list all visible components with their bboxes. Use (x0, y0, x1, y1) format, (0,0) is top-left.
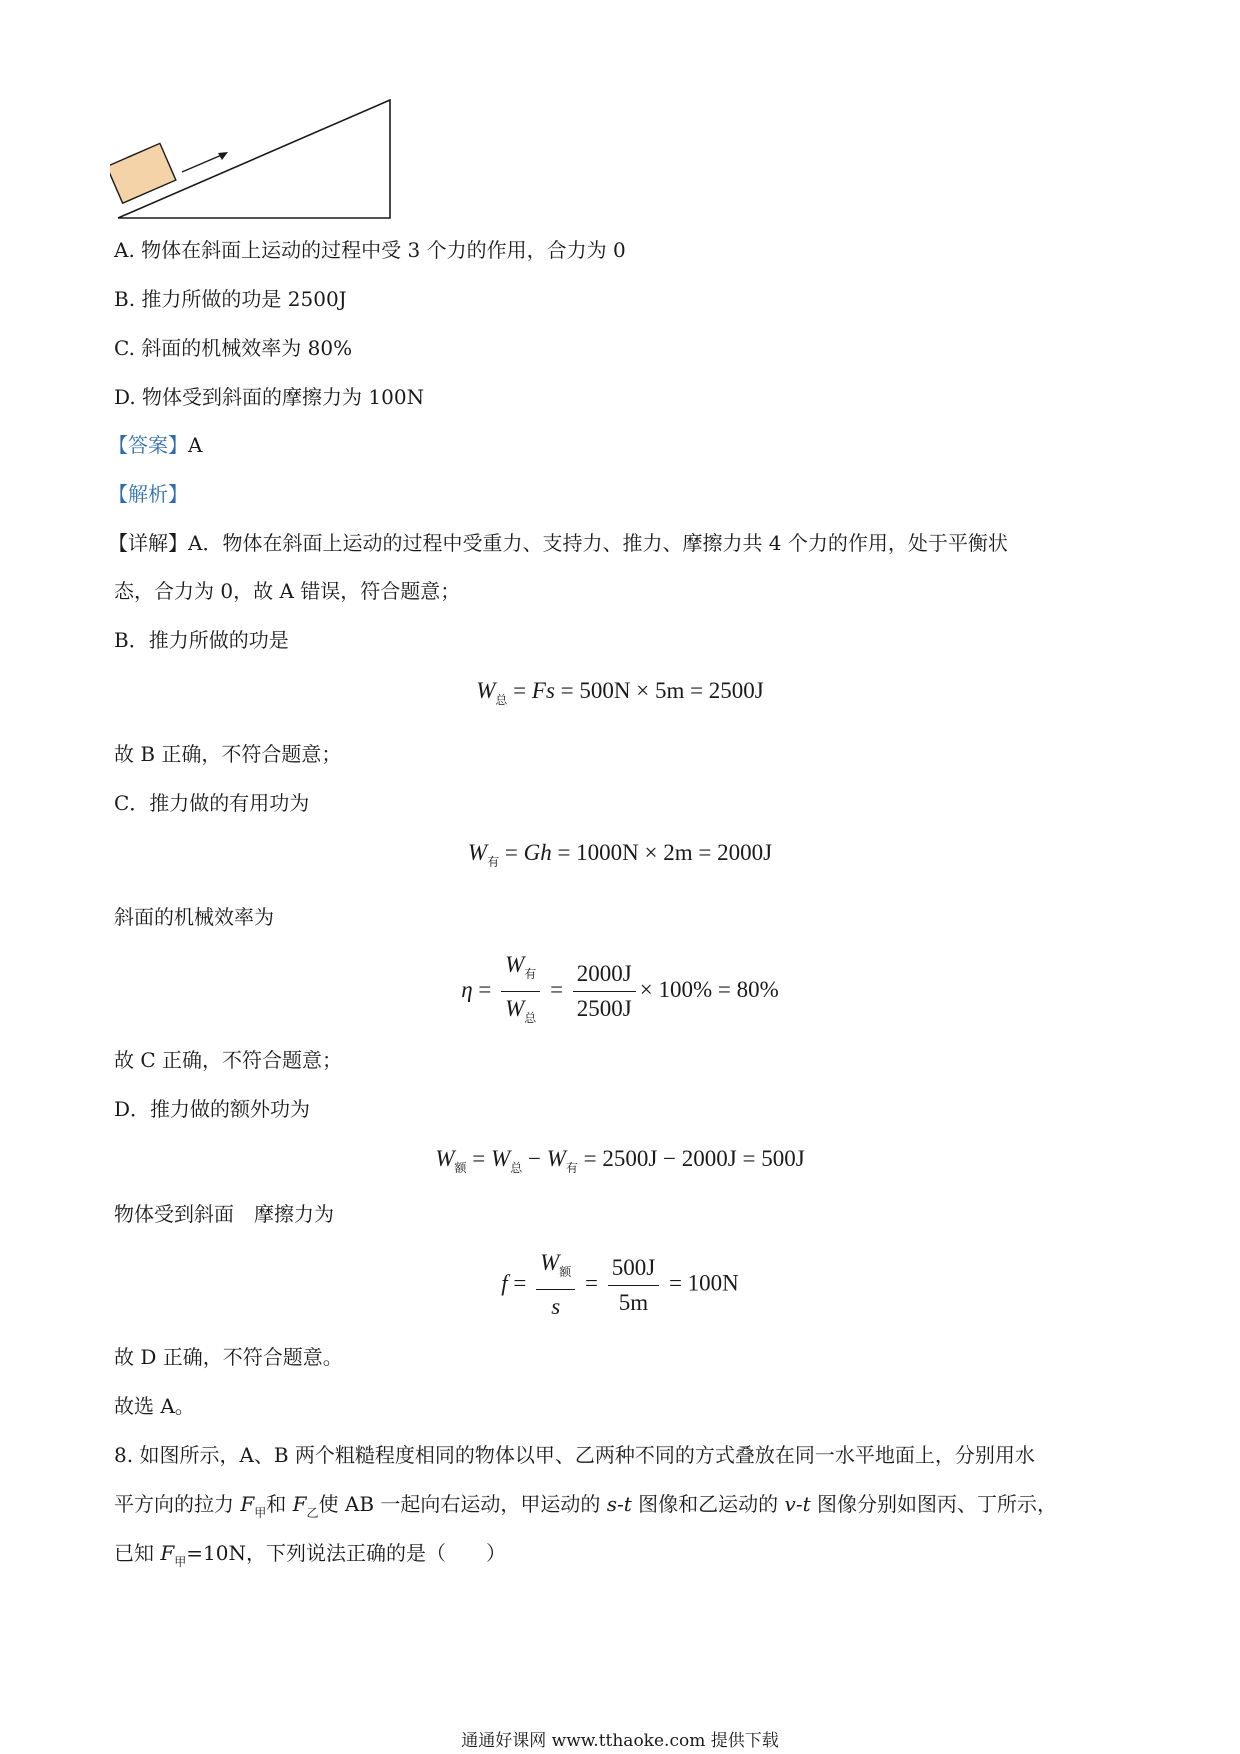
detail-b-intro: B．推力所做的功是 (114, 628, 289, 652)
fraction-values: $\frac{2000J}{2500J}$ (573, 959, 636, 1024)
analysis-tag: 【解析】 (108, 482, 188, 506)
detail-d-conclusion: 故 D 正确，不符合题意。 (114, 1345, 343, 1369)
option-d: D. 物体受到斜面的摩擦力为 100N (114, 385, 425, 409)
detail-choose: 故选 A。 (114, 1394, 195, 1418)
option-b: B. 推力所做的功是 2500J (114, 287, 347, 311)
answer-value: A (188, 433, 203, 457)
incline-diagram (110, 96, 400, 226)
formula-extra-work: $W_额 = W_总 - W_有 = 2500J - 2000J = 500J$ (435, 1146, 805, 1175)
detail-d-friction-intro: 物体受到斜面 摩擦力为 (114, 1202, 334, 1226)
formula-useful-work: $W_有 = Gh = 1000N \times 2m = 2000J$ (467, 840, 773, 869)
detail-c-intro: C．推力做的有用功为 (114, 791, 310, 815)
page-footer[interactable]: 通通好课网 www.tthaoke.com 提供下载 (461, 1731, 779, 1751)
fraction-useful-over-total: $\frac{W_有}{W_总}$ (501, 950, 540, 1033)
detail-b-conclusion: 故 B 正确，不符合题意； (114, 742, 342, 766)
formula-efficiency: η = $\frac{W_有}{W_总}$ = $\frac{2000J}{2500J}$ × 100% = 80% (0, 950, 1240, 1033)
detail-line-1 (108, 529, 1008, 557)
detail-tag: 【详解】 (108, 531, 188, 555)
option-a: A. 物体在斜面上运动的过程中受 3 个力的作用，合力为 0 (114, 238, 626, 262)
detail-c-efficiency-intro: 斜面的机械效率为 (114, 905, 274, 929)
detail-c-conclusion: 故 C 正确，不符合题意； (114, 1048, 343, 1072)
question-8-line-1: 8. 如图所示，A、B 两个粗糙程度相同的物体以甲、乙两种不同的方式叠放在同一水平地面上，分别用水 (114, 1443, 1035, 1467)
detail-d-intro: D．推力做的额外功为 (114, 1097, 311, 1121)
fraction-extra-over-distance: $\frac{W_额}{s}$ (536, 1248, 575, 1322)
detail-a-line1: A．物体在斜面上运动的过程中受重力、支持力、推力、摩擦力共 4 个力的作用，处于平衡状 (188, 531, 1008, 555)
option-c: C. 斜面的机械效率为 80% (114, 336, 353, 360)
answer-line (108, 431, 202, 459)
fraction-friction-values: $\frac{500J}{5m}$ (608, 1253, 659, 1318)
force-arrow-line (182, 154, 224, 172)
answer-tag: 【答案】 (108, 433, 188, 457)
formula-friction: f = $\frac{W_额}{s}$ = $\frac{500J}{5m}$ = 100N (0, 1248, 1240, 1322)
formula-total-work: $W_总 = Fs = 500N \times 5m = 2500J$ (476, 678, 764, 707)
detail-a-line2: 态，合力为 0，故 A 错误，符合题意； (114, 579, 461, 603)
analysis-line (108, 480, 188, 508)
question-8-line-2: 平方向的拉力 $F_甲$和 $F_乙$使 AB 一起向右运动，甲运动的 s-t 图像和乙运动的 v-t 图像分别如图丙、丁所示， (114, 1492, 1057, 1520)
block-on-incline (110, 143, 176, 203)
question-8-line-3: 已知 $F_甲=10N$，下列说法正确的是（ ） (114, 1541, 506, 1569)
